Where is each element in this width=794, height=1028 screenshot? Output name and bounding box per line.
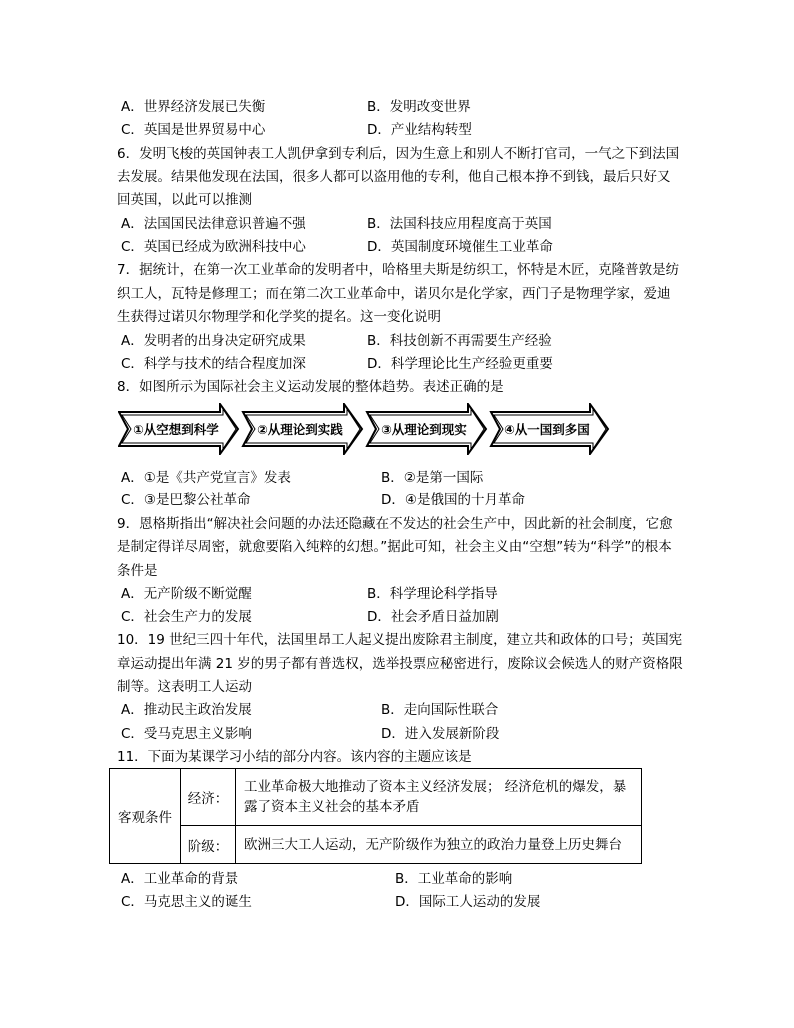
q9-option-d: D．社会矛盾日益加剧 — [367, 609, 499, 625]
q9-option-b: B．科学理论科学指导 — [367, 586, 498, 602]
q8-option-b: B．②是第一国际 — [381, 470, 484, 486]
economy-value-line1: 工业革命极大地推动了资本主义经济发展； 经济危机的爆发，暴 — [244, 779, 627, 795]
q7-option-d: D．科学理论比生产经验更重要 — [367, 356, 553, 372]
economy-key-cell: 经济： — [181, 769, 236, 826]
q11-option-b: B．工业革命的影响 — [395, 871, 513, 887]
economy-value-line2: 露了资本主义社会的基本矛盾 — [244, 799, 420, 815]
q8-option-c: C．③是巴黎公社革命 — [121, 492, 251, 508]
q9-stem-line1: 9．恩格斯指出“解决社会问题的办法还隐藏在不发达的社会生产中，因此新的社会制度，它愈 — [117, 516, 673, 532]
arrow-3-label: ③从理论到现实 — [381, 422, 467, 437]
summary-table — [109, 768, 642, 864]
q10-option-a: A．推动民主政治发展 — [121, 702, 252, 718]
q6-option-c: C．英国已经成为欧洲科技中心 — [121, 239, 306, 255]
q6-option-d: D．英国制度环境催生工业革命 — [367, 239, 553, 255]
class-key-cell: 阶级： — [181, 826, 236, 864]
q10-option-d: D．进入发展新阶段 — [381, 726, 500, 742]
q10-option-c: C．受马克思主义影响 — [121, 726, 252, 742]
q11-option-d: D．国际工人运动的发展 — [395, 894, 541, 910]
arrow-2 — [243, 404, 362, 454]
q9-stem-line2: 是制定得详尽周密，就愈要陷入纯粹的幻想。”据此可知，社会主义由“空想”转为“科学”的根本 — [117, 539, 672, 555]
q6-stem-line3: 回英国，以此可以推测 — [117, 192, 252, 208]
q7-option-c: C．科学与技术的结合程度加深 — [121, 356, 306, 372]
q6-stem-line1: 6．发明飞梭的英国钟表工人凯伊拿到专利后，因为生意上和别人不断打官司，一气之下到法国 — [117, 146, 680, 162]
arrow-1-label: ①从空想到科学 — [133, 422, 219, 437]
table-row — [110, 826, 642, 864]
q11-option-a: A．工业革命的背景 — [121, 871, 239, 887]
q5-option-d: D．产业结构转型 — [367, 122, 472, 138]
arrow-4-label: ④从一国到多国 — [504, 422, 590, 437]
condition-cell: 客观条件 — [110, 769, 181, 864]
q9-stem-line3: 条件是 — [117, 563, 158, 579]
q9-option-a: A．无产阶级不断觉醒 — [121, 586, 252, 602]
q8-stem: 8．如图所示为国际社会主义运动发展的整体趋势。表述正确的是 — [117, 379, 504, 395]
q7-stem-line3: 生获得过诺贝尔物理学和化学奖的提名。这一变化说明 — [117, 309, 441, 325]
trend-arrows-diagram — [118, 403, 610, 455]
arrow-3 — [367, 404, 486, 454]
q7-stem-line1: 7．据统计，在第一次工业革命的发明者中，哈格里夫斯是纺织工，怀特是木匠，克隆普敦是纺 — [117, 262, 680, 278]
q11-option-c: C．马克思主义的诞生 — [121, 894, 252, 910]
q10-stem-line2: 章运动提出年满 21 岁的男子都有普选权，选举投票应秘密进行，废除议会候选人的财产资格限 — [117, 656, 683, 672]
q7-option-a: A．发明者的出身决定研究成果 — [121, 333, 306, 349]
arrow-1 — [119, 404, 238, 454]
q7-stem-line2: 织工人，瓦特是修理工；而在第二次工业革命中，诺贝尔是化学家，西门子是物理学家，爱迪 — [117, 286, 671, 302]
q5-option-c: C．英国是世界贸易中心 — [121, 122, 266, 138]
q6-option-a: A．法国国民法律意识普遍不强 — [121, 216, 306, 232]
table-row — [110, 769, 642, 826]
q5-option-b: B．发明改变世界 — [367, 99, 471, 115]
q7-option-b: B．科技创新不再需要生产经验 — [367, 333, 552, 349]
q10-stem-line1: 10．19 世纪三四十年代，法国里昂工人起义提出废除君主制度，建立共和政体的口号；英国宪 — [117, 632, 683, 648]
arrow-4 — [491, 404, 608, 454]
q5-option-a: A．世界经济发展已失衡 — [121, 99, 266, 115]
q6-stem-line2: 去发展。结果他发现在法国，很多人都可以盗用他的专利，他自己根本挣不到钱，最后只好又 — [117, 169, 671, 185]
q9-option-c: C．社会生产力的发展 — [121, 609, 252, 625]
q6-option-b: B．法国科技应用程度高于英国 — [367, 216, 552, 232]
arrow-2-label: ②从理论到实践 — [257, 422, 343, 437]
q8-option-d: D．④是俄国的十月革命 — [381, 492, 525, 508]
class-value-cell: 欧洲三大工人运动，无产阶级作为独立的政治力量登上历史舞台 — [236, 826, 642, 864]
q10-option-b: B．走向国际性联合 — [381, 702, 499, 718]
q8-option-a: A．①是《共产党宣言》发表 — [121, 470, 291, 486]
economy-value-cell — [236, 769, 642, 826]
q11-stem: 11．下面为某课学习小结的部分内容。该内容的主题应该是 — [117, 749, 472, 765]
q10-stem-line3: 制等。这表明工人运动 — [117, 679, 252, 695]
